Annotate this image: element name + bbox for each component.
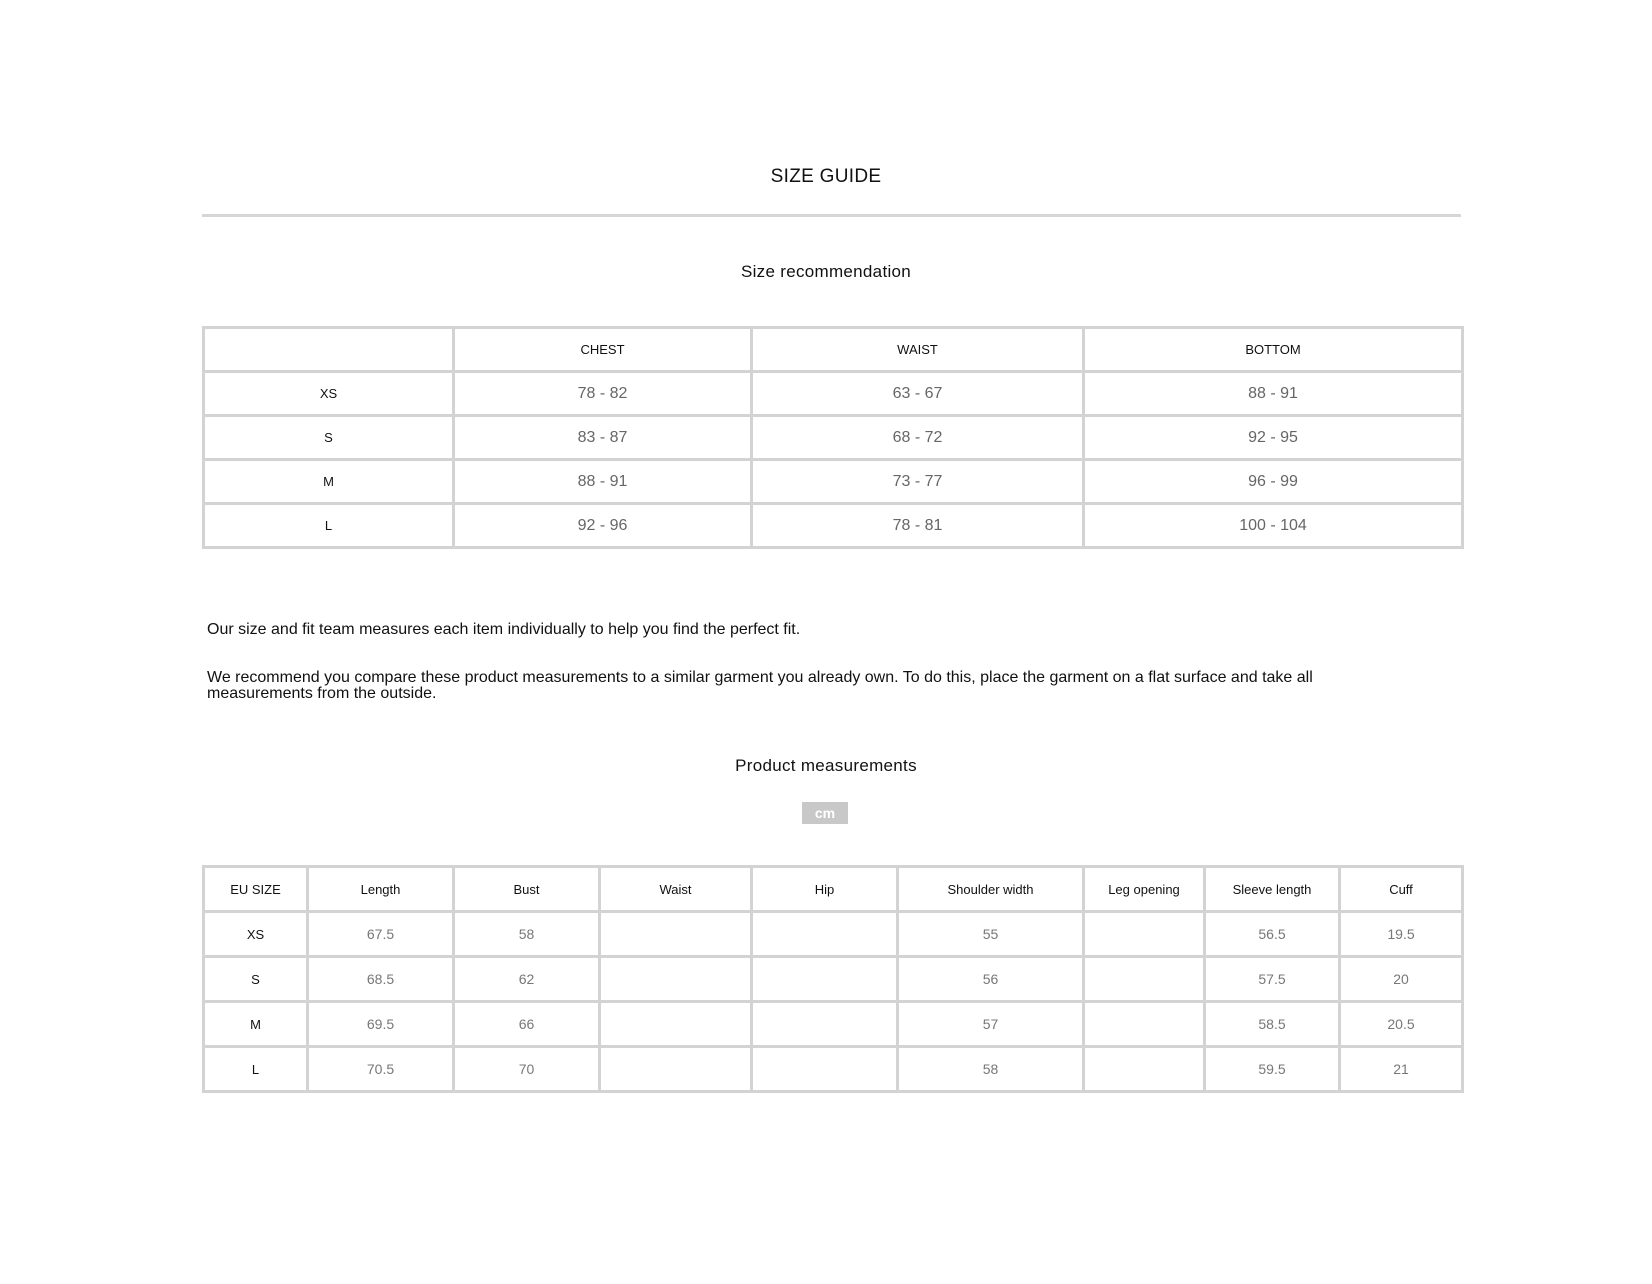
waist-cell	[600, 1002, 752, 1047]
table-row	[204, 372, 1463, 416]
hip-cell	[752, 1047, 898, 1092]
chest-cell: 78 - 82	[454, 372, 752, 416]
size-cell: S	[204, 416, 454, 460]
title-divider	[202, 214, 1461, 217]
table-row	[204, 460, 1463, 504]
size-recommendation-table	[202, 326, 1464, 549]
table-row	[204, 504, 1463, 548]
sleeve-length-cell: 57.5	[1205, 957, 1340, 1002]
header-cell-hip: Hip	[752, 867, 898, 912]
cuff-cell: 19.5	[1340, 912, 1463, 957]
hip-cell	[752, 912, 898, 957]
length-cell: 70.5	[308, 1047, 454, 1092]
bust-cell: 58	[454, 912, 600, 957]
header-cell-sleeve-length: Sleeve length	[1205, 867, 1340, 912]
size-cell: M	[204, 1002, 308, 1047]
waist-cell	[600, 957, 752, 1002]
cuff-cell: 21	[1340, 1047, 1463, 1092]
table-header-row	[204, 867, 1463, 912]
table-header-row	[204, 328, 1463, 372]
header-cell-chest: CHEST	[454, 328, 752, 372]
bust-cell: 70	[454, 1047, 600, 1092]
leg-opening-cell	[1084, 912, 1205, 957]
bottom-cell: 92 - 95	[1084, 416, 1463, 460]
shoulder-width-cell: 58	[898, 1047, 1084, 1092]
table-row	[204, 416, 1463, 460]
waist-cell: 63 - 67	[752, 372, 1084, 416]
size-cell: M	[204, 460, 454, 504]
length-cell: 69.5	[308, 1002, 454, 1047]
bottom-cell: 96 - 99	[1084, 460, 1463, 504]
leg-opening-cell	[1084, 1002, 1205, 1047]
product-measurements-heading: Product measurements	[735, 756, 917, 775]
header-cell-bottom: BOTTOM	[1084, 328, 1463, 372]
header-cell-eu-size: EU SIZE	[204, 867, 308, 912]
size-cell: L	[204, 504, 454, 548]
table-row	[204, 912, 1463, 957]
hip-cell	[752, 1002, 898, 1047]
size-cell: S	[204, 957, 308, 1002]
waist-cell	[600, 1047, 752, 1092]
bust-cell: 62	[454, 957, 600, 1002]
chest-cell: 83 - 87	[454, 416, 752, 460]
sleeve-length-cell: 59.5	[1205, 1047, 1340, 1092]
shoulder-width-cell: 55	[898, 912, 1084, 957]
leg-opening-cell	[1084, 957, 1205, 1002]
hip-cell	[752, 957, 898, 1002]
leg-opening-cell	[1084, 1047, 1205, 1092]
sleeve-length-cell: 58.5	[1205, 1002, 1340, 1047]
bottom-cell: 88 - 91	[1084, 372, 1463, 416]
waist-cell: 68 - 72	[752, 416, 1084, 460]
length-cell: 67.5	[308, 912, 454, 957]
chest-cell: 88 - 91	[454, 460, 752, 504]
waist-cell	[600, 912, 752, 957]
table-row	[204, 1002, 1463, 1047]
header-cell-waist: Waist	[600, 867, 752, 912]
cuff-cell: 20	[1340, 957, 1463, 1002]
header-cell-bust: Bust	[454, 867, 600, 912]
table-row	[204, 1047, 1463, 1092]
size-recommendation-heading: Size recommendation	[740, 262, 912, 281]
size-cell: XS	[204, 372, 454, 416]
table-row	[204, 957, 1463, 1002]
waist-cell: 78 - 81	[752, 504, 1084, 548]
cuff-cell: 20.5	[1340, 1002, 1463, 1047]
waist-cell: 73 - 77	[752, 460, 1084, 504]
product-measurements-table	[202, 865, 1464, 1093]
sleeve-length-cell: 56.5	[1205, 912, 1340, 957]
unit-toggle-cm[interactable]: cm	[802, 802, 848, 824]
header-cell	[204, 328, 454, 372]
shoulder-width-cell: 56	[898, 957, 1084, 1002]
shoulder-width-cell: 57	[898, 1002, 1084, 1047]
header-cell-shoulder-width: Shoulder width	[898, 867, 1084, 912]
size-cell: XS	[204, 912, 308, 957]
header-cell-length: Length	[308, 867, 454, 912]
chest-cell: 92 - 96	[454, 504, 752, 548]
measurement-instructions-paragraph: We recommend you compare these product measurements to a similar garment you already own. To do this, place the garment on a flat surface and take all measurements from the outside.	[207, 669, 1313, 702]
header-cell-waist: WAIST	[752, 328, 1084, 372]
header-cell-leg-opening: Leg opening	[1084, 867, 1205, 912]
size-cell: L	[204, 1047, 308, 1092]
length-cell: 68.5	[308, 957, 454, 1002]
page-title: SIZE GUIDE	[770, 166, 882, 187]
bottom-cell: 100 - 104	[1084, 504, 1463, 548]
fit-intro-paragraph: Our size and fit team measures each item individually to help you find the perfect fit.	[207, 621, 801, 638]
header-cell-cuff: Cuff	[1340, 867, 1463, 912]
bust-cell: 66	[454, 1002, 600, 1047]
